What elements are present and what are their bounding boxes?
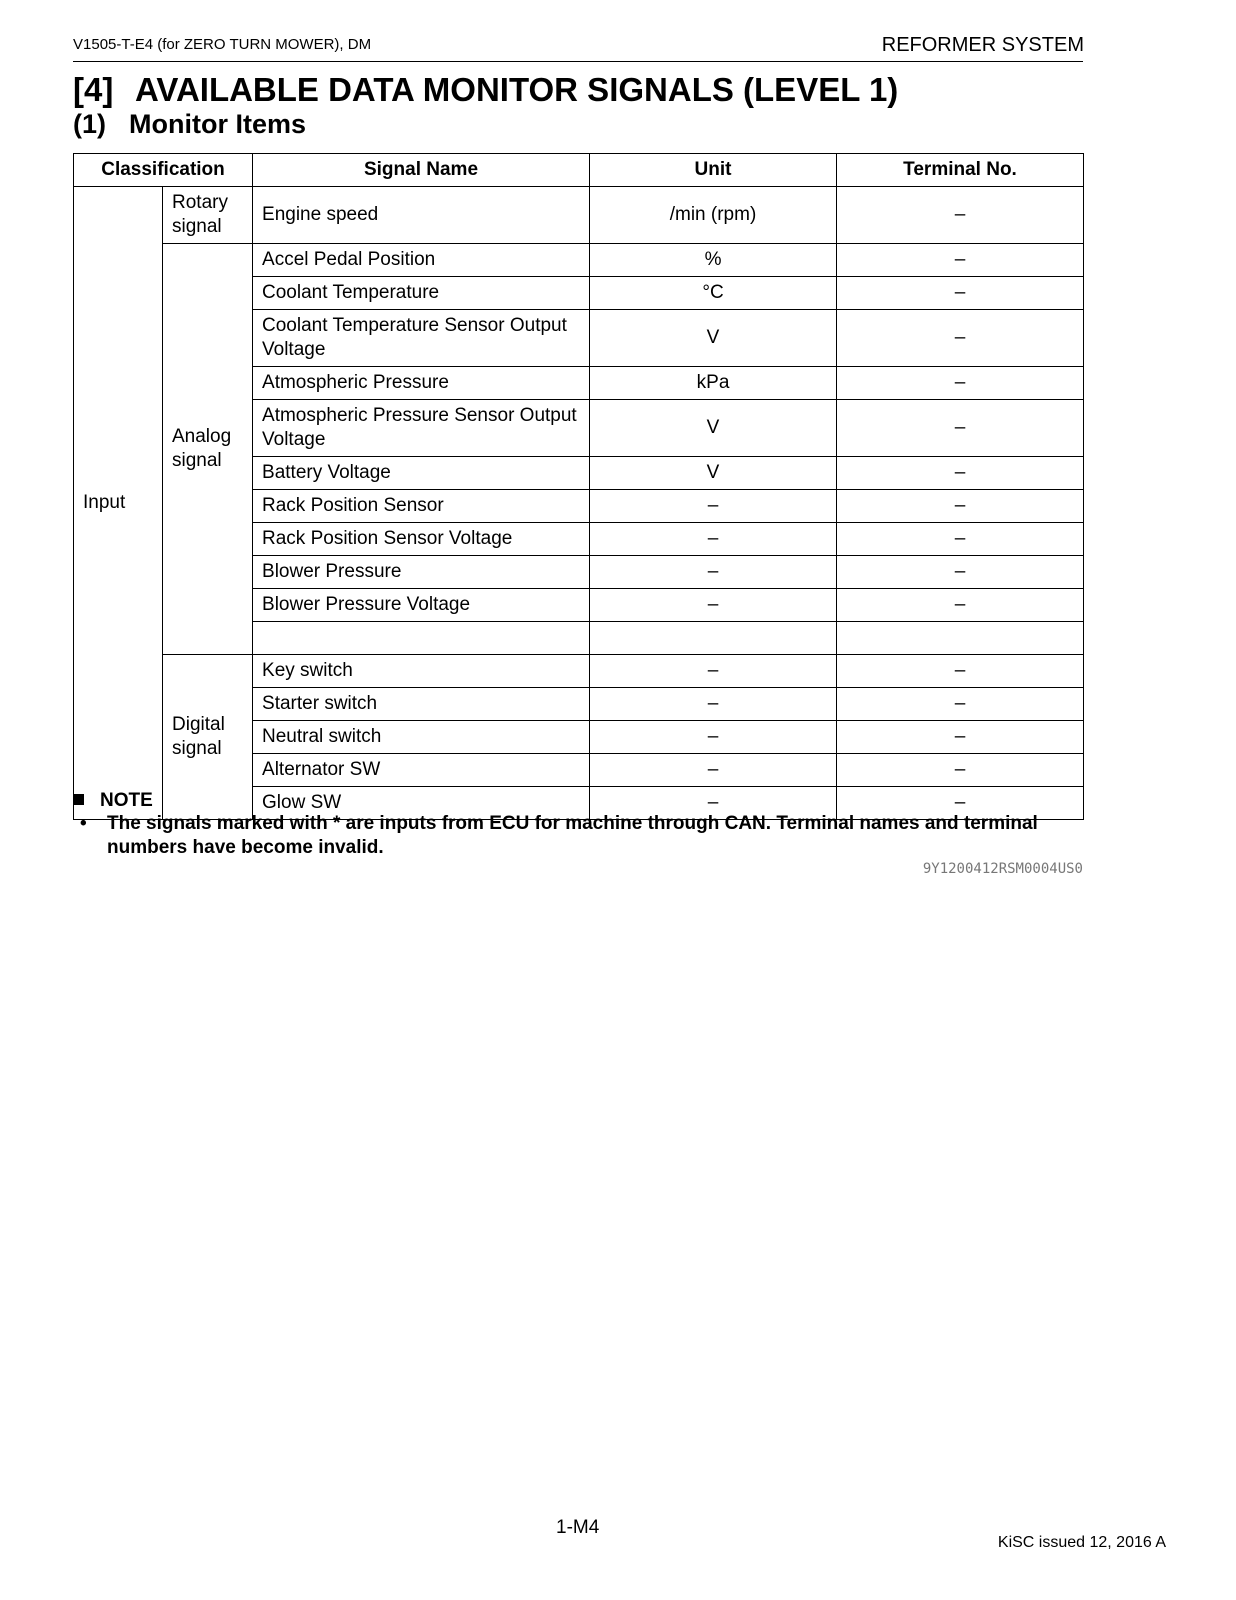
signal-name: Coolant Temperature bbox=[253, 277, 590, 310]
signal-name: Atmospheric Pressure bbox=[253, 367, 590, 400]
signal-name: Rack Position Sensor bbox=[253, 490, 590, 523]
note-heading bbox=[73, 790, 153, 812]
note-label: NOTE bbox=[100, 790, 153, 811]
header-model: V1505-T-E4 (for ZERO TURN MOWER), DM bbox=[73, 36, 372, 53]
signal-terminal: – bbox=[837, 523, 1084, 556]
signal-name: Rack Position Sensor Voltage bbox=[253, 523, 590, 556]
signal-unit: V bbox=[590, 400, 837, 457]
signal-terminal: – bbox=[837, 787, 1084, 820]
signal-name: Accel Pedal Position bbox=[253, 244, 590, 277]
group-analog: Analog signal bbox=[163, 244, 253, 655]
signal-name: Battery Voltage bbox=[253, 457, 590, 490]
table-row bbox=[74, 655, 1084, 688]
note-item bbox=[80, 812, 1083, 860]
document-code: 9Y1200412RSM0004US0 bbox=[922, 861, 1083, 877]
bullet-icon: • bbox=[80, 813, 87, 834]
signal-name: Coolant Temperature Sensor Output Voltage bbox=[253, 310, 590, 367]
signal-unit: V bbox=[590, 457, 837, 490]
signal-unit: – bbox=[590, 490, 837, 523]
signal-unit: – bbox=[590, 655, 837, 688]
signal-terminal: – bbox=[837, 367, 1084, 400]
signal-terminal: – bbox=[837, 187, 1084, 244]
subsection-title: Monitor Items bbox=[129, 109, 307, 139]
header-unit: Unit bbox=[590, 154, 837, 187]
signal-unit: % bbox=[590, 244, 837, 277]
signal-terminal: – bbox=[837, 556, 1084, 589]
signal-name: Alternator SW bbox=[253, 754, 590, 787]
signal-unit: – bbox=[590, 721, 837, 754]
signal-name: Engine speed bbox=[253, 187, 590, 244]
subsection-heading bbox=[73, 109, 306, 140]
issue-info: KiSC issued 12, 2016 A bbox=[997, 1534, 1166, 1551]
signal-terminal: – bbox=[837, 400, 1084, 457]
signal-name: Starter switch bbox=[253, 688, 590, 721]
signal-name: Neutral switch bbox=[253, 721, 590, 754]
signal-unit: °C bbox=[590, 277, 837, 310]
signal-unit: /min (rpm) bbox=[590, 187, 837, 244]
section-number: [4] bbox=[73, 71, 114, 108]
signal-name: Glow SW bbox=[253, 787, 590, 820]
page-number: 1-M4 bbox=[556, 1517, 600, 1538]
signal-name: Key switch bbox=[253, 655, 590, 688]
signal-unit: – bbox=[590, 754, 837, 787]
signal-terminal: – bbox=[837, 655, 1084, 688]
signal-terminal: – bbox=[837, 688, 1084, 721]
signal-unit: kPa bbox=[590, 367, 837, 400]
group-rotary: Rotary signal bbox=[163, 187, 253, 244]
header-classification: Classification bbox=[74, 154, 253, 187]
signal-unit: – bbox=[590, 556, 837, 589]
signal-unit bbox=[590, 622, 837, 655]
signal-name bbox=[253, 622, 590, 655]
signal-terminal: – bbox=[837, 277, 1084, 310]
signal-terminal bbox=[837, 622, 1084, 655]
table-header-row bbox=[74, 154, 1084, 187]
monitor-items-table bbox=[73, 153, 1084, 820]
classification-cell: Input bbox=[74, 187, 163, 820]
note-text: The signals marked with * are inputs from ECU for machine through CAN. Terminal names and terminal numbers have become invalid. bbox=[107, 813, 1038, 858]
table-row bbox=[74, 244, 1084, 277]
signal-unit: – bbox=[590, 688, 837, 721]
group-digital: Digital signal bbox=[163, 655, 253, 820]
square-bullet-icon bbox=[73, 794, 84, 805]
signal-terminal: – bbox=[837, 754, 1084, 787]
signal-terminal: – bbox=[837, 589, 1084, 622]
header-signal-name: Signal Name bbox=[253, 154, 590, 187]
signal-name: Blower Pressure bbox=[253, 556, 590, 589]
subsection-number: (1) bbox=[73, 109, 106, 139]
signal-terminal: – bbox=[837, 310, 1084, 367]
signal-terminal: – bbox=[837, 457, 1084, 490]
signal-unit: – bbox=[590, 787, 837, 820]
header-section: REFORMER SYSTEM bbox=[881, 34, 1084, 56]
signal-name: Atmospheric Pressure Sensor Output Voltage bbox=[253, 400, 590, 457]
section-title: AVAILABLE DATA MONITOR SIGNALS (LEVEL 1) bbox=[135, 71, 899, 108]
signal-terminal: – bbox=[837, 490, 1084, 523]
signal-terminal: – bbox=[837, 244, 1084, 277]
section-heading bbox=[73, 71, 898, 109]
header-terminal: Terminal No. bbox=[837, 154, 1084, 187]
signal-unit: – bbox=[590, 589, 837, 622]
table-row bbox=[74, 187, 1084, 244]
signal-unit: – bbox=[590, 523, 837, 556]
signal-unit: V bbox=[590, 310, 837, 367]
header-rule bbox=[73, 61, 1083, 62]
signal-name: Blower Pressure Voltage bbox=[253, 589, 590, 622]
signal-terminal: – bbox=[837, 721, 1084, 754]
